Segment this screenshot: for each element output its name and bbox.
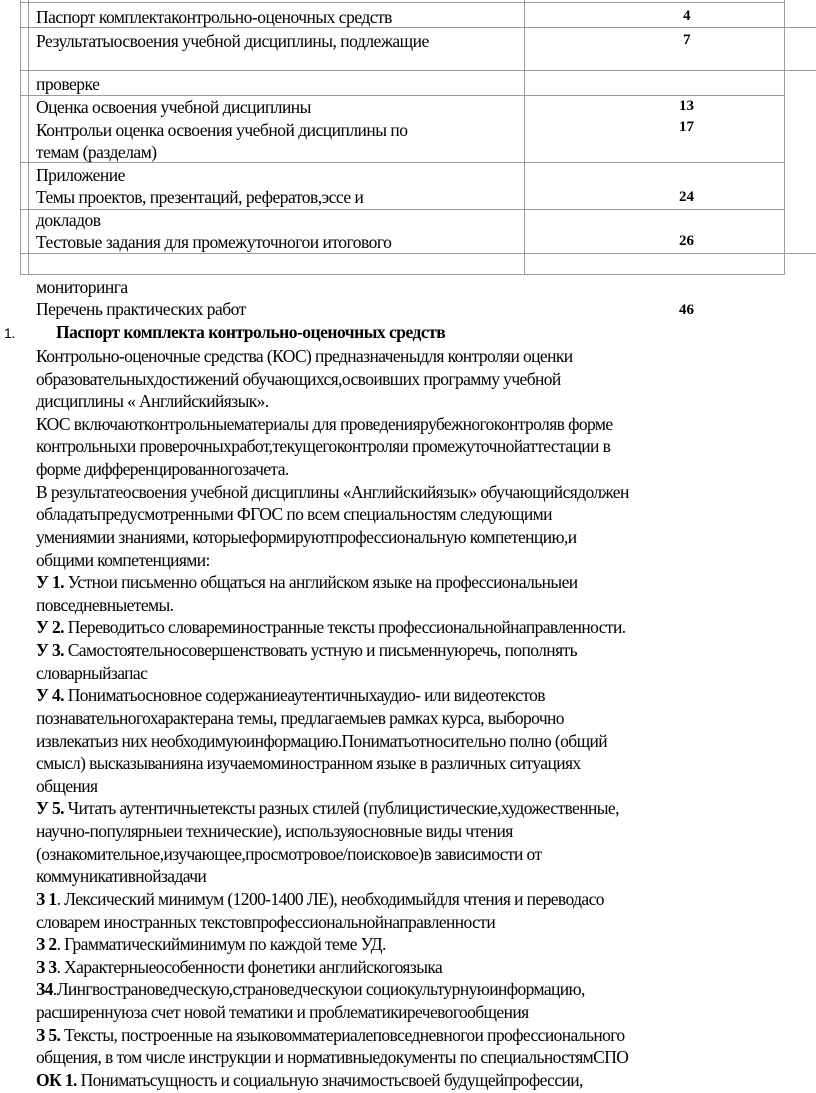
body-line (36, 752, 581, 774)
body-line (36, 865, 206, 887)
table-border-mid (524, 0, 525, 275)
toc-page-number: 26 (679, 233, 694, 249)
body-line-text: образовательныхдостижений обучающихся,освоивших программу учебной (36, 368, 561, 389)
toc-entry: Приложение (36, 165, 125, 185)
body-line (36, 797, 619, 819)
table-row-line (20, 253, 785, 254)
body-line-label: У 1. (36, 572, 64, 593)
body-line (36, 820, 513, 842)
toc-page-number: 13 (679, 98, 694, 114)
body-line (36, 707, 564, 729)
body-line-text: повседневныетемы. (36, 594, 174, 615)
toc-entry: мониторинга (36, 277, 128, 297)
toc-entry: Перечень практических работ (36, 299, 246, 319)
body-line-label: З 2 (36, 934, 57, 955)
toc-page-number: 4 (683, 8, 691, 24)
body-line (36, 1069, 583, 1091)
body-line-text: словарем иностранных текстовпрофессиональнойнаправленности (36, 911, 496, 932)
toc-page-number: 7 (683, 32, 691, 48)
body-line (36, 730, 607, 752)
body-line-text: . Лексический минимум (1200-1400 ЛЕ), необходимыйдля чтения и переводасо (56, 888, 604, 909)
body-line-label: З 3 (36, 956, 57, 977)
body-line-text: контрольныхи проверочныхработ,текущегоконтроляи промежуточнойаттестации в (36, 436, 611, 457)
table-row-line (784, 70, 816, 71)
toc-entry: Контрольи оценка освоения учебной дисциплины по (36, 120, 408, 140)
body-line (36, 435, 610, 457)
body-line (36, 413, 613, 435)
table-border-right (784, 0, 785, 275)
body-line (36, 571, 578, 593)
body-line (36, 503, 552, 525)
body-line (36, 662, 147, 684)
body-line-text: общения, в том числе инструкции и нормативныедокументы по специальностямСПО (36, 1047, 629, 1068)
body-line (36, 775, 97, 797)
body-line-text: КОС включаютконтрольныематериалы для проведениярубежногоконтроляв форме (36, 413, 613, 434)
body-line-text: научно-популярныеи технические), используяосновные виды чтения (36, 821, 513, 842)
body-line (36, 978, 585, 1000)
body-line-text: форме дифференцированногозачета. (36, 459, 289, 480)
body-line-label: ОК 1. (36, 1069, 77, 1090)
body-line-text: Контрольно-оценочные средства (КОС) предназначеныдля контроляи оценки (36, 346, 573, 366)
toc-page-number: 46 (679, 302, 694, 318)
table-row-line (20, 2, 785, 3)
body-line-text: смысл) высказыванияна изучаемоминостранном языке в различных ситуациях (36, 753, 581, 774)
toc-entry: Тестовые задания для промежуточногои итогового (36, 232, 392, 252)
body-line-text: общими компетенциями: (36, 549, 210, 570)
table-border-left (20, 0, 21, 275)
body-line-text: .Лингвострановедческую,страноведческуюи социокультурнуюинформацию, (52, 979, 585, 1000)
body-line (36, 481, 629, 503)
body-line (36, 639, 577, 661)
toc-entry: Оценка освоения учебной дисциплины (36, 97, 311, 117)
toc-entry: проверке (36, 74, 100, 94)
body-line-label: З4 (36, 979, 53, 1000)
body-line-text: познавательногохарактерана темы, предлагаемыев рамках курса, выборочно (36, 707, 564, 728)
body-line-text: Пониматьсущность и социальную значимостьсвоей будущейпрофессии, (76, 1069, 583, 1090)
body-line (36, 1001, 529, 1023)
body-line (36, 594, 173, 616)
body-line-text: . Характерныеособенности фонетики английскогоязыка (56, 956, 443, 977)
toc-entry: Темы проектов, презентаций, рефератов,эссе и (36, 187, 364, 207)
body-line-text: Пониматьосновное содержаниеаутентичныхаудио- или видеотекстов (63, 685, 545, 706)
table-border-inner-left (28, 0, 29, 275)
body-line-text: . Грамматическийминимум по каждой теме УД. (56, 934, 386, 955)
body-line (36, 933, 386, 955)
body-line-text: словарныйзапас (36, 662, 148, 683)
toc-entry: Результатыосвоения учебной дисциплины, подлежащие (36, 31, 429, 51)
toc-entry: Паспорт комплектаконтрольно-оценочных средств (36, 7, 392, 27)
body-line-label: З 5. (36, 1024, 61, 1045)
body-line-label: З 1 (36, 888, 57, 909)
body-line-text: Переводитьсо словареминостранные тексты профессиональнойнаправленности. (63, 617, 626, 638)
table-row-line (784, 253, 816, 254)
body-line (36, 390, 269, 412)
body-line (36, 1046, 628, 1068)
body-line (36, 1024, 625, 1046)
table-row-line (20, 70, 785, 71)
body-line (36, 888, 604, 910)
section-title: Паспорт комплекта контрольно-оценочных средств (56, 322, 446, 342)
body-line-text: Самостоятельносовершенствовать устную и письменнуюречь, пополнять (63, 640, 577, 661)
body-line (36, 549, 210, 571)
section-number: 1. (4, 325, 15, 341)
body-line-text: Устнои письменно общаться на английском языке на профессиональныеи (63, 572, 578, 593)
body-line-label: У 3. (36, 640, 64, 661)
body-line (36, 911, 495, 933)
table-row-line (20, 209, 785, 210)
toc-entry: темам (разделам) (36, 142, 157, 162)
body-line (36, 616, 626, 638)
body-line-text: Тексты, построенные на языковомматериалеповседневногои профессионального (60, 1024, 625, 1045)
body-line-text: коммуникативнойзадачи (36, 866, 207, 887)
body-line-text: В результатеосвоения учебной дисциплины «Английскийязык» обучающийсядолжен (36, 481, 629, 502)
body-line-label: У 5. (36, 798, 64, 819)
body-line-text: обладатьпредусмотренными ФГОС по всем специальностям следующими (36, 504, 552, 525)
toc-entry: докладов (36, 210, 101, 230)
body-line (36, 526, 576, 548)
body-line-label: У 2. (36, 617, 64, 638)
body-line (36, 368, 561, 390)
body-line-label: У 4. (36, 685, 64, 706)
body-line (36, 684, 545, 706)
toc-page-number: 24 (679, 189, 694, 205)
body-line (36, 458, 289, 480)
body-line-text: расширеннуюза счет новой тематики и проблематикиречевогообщения (36, 1001, 529, 1022)
body-line-text: извлекатьиз них необходимуюинформацию.Пониматьотносительно полно (общий (36, 730, 608, 751)
table-row-line (20, 274, 785, 275)
body-line-text: Читать аутентичныетексты разных стилей (публицистические,художественные, (63, 798, 619, 819)
body-line (36, 956, 442, 978)
body-line (36, 843, 542, 865)
toc-page-number: 17 (679, 119, 694, 135)
body-line (36, 345, 573, 367)
body-line-text: общения (36, 775, 98, 796)
body-line-text: умениямии знаниями, которыеформируютпрофессиональную компетенцию,и (36, 526, 577, 547)
body-line-text: (ознакомительное,изучающее,просмотровое/поисковое)в зависимости от (36, 843, 542, 864)
body-line-text: дисциплины « Английскийязык». (36, 391, 269, 412)
table-row-line (784, 27, 816, 28)
